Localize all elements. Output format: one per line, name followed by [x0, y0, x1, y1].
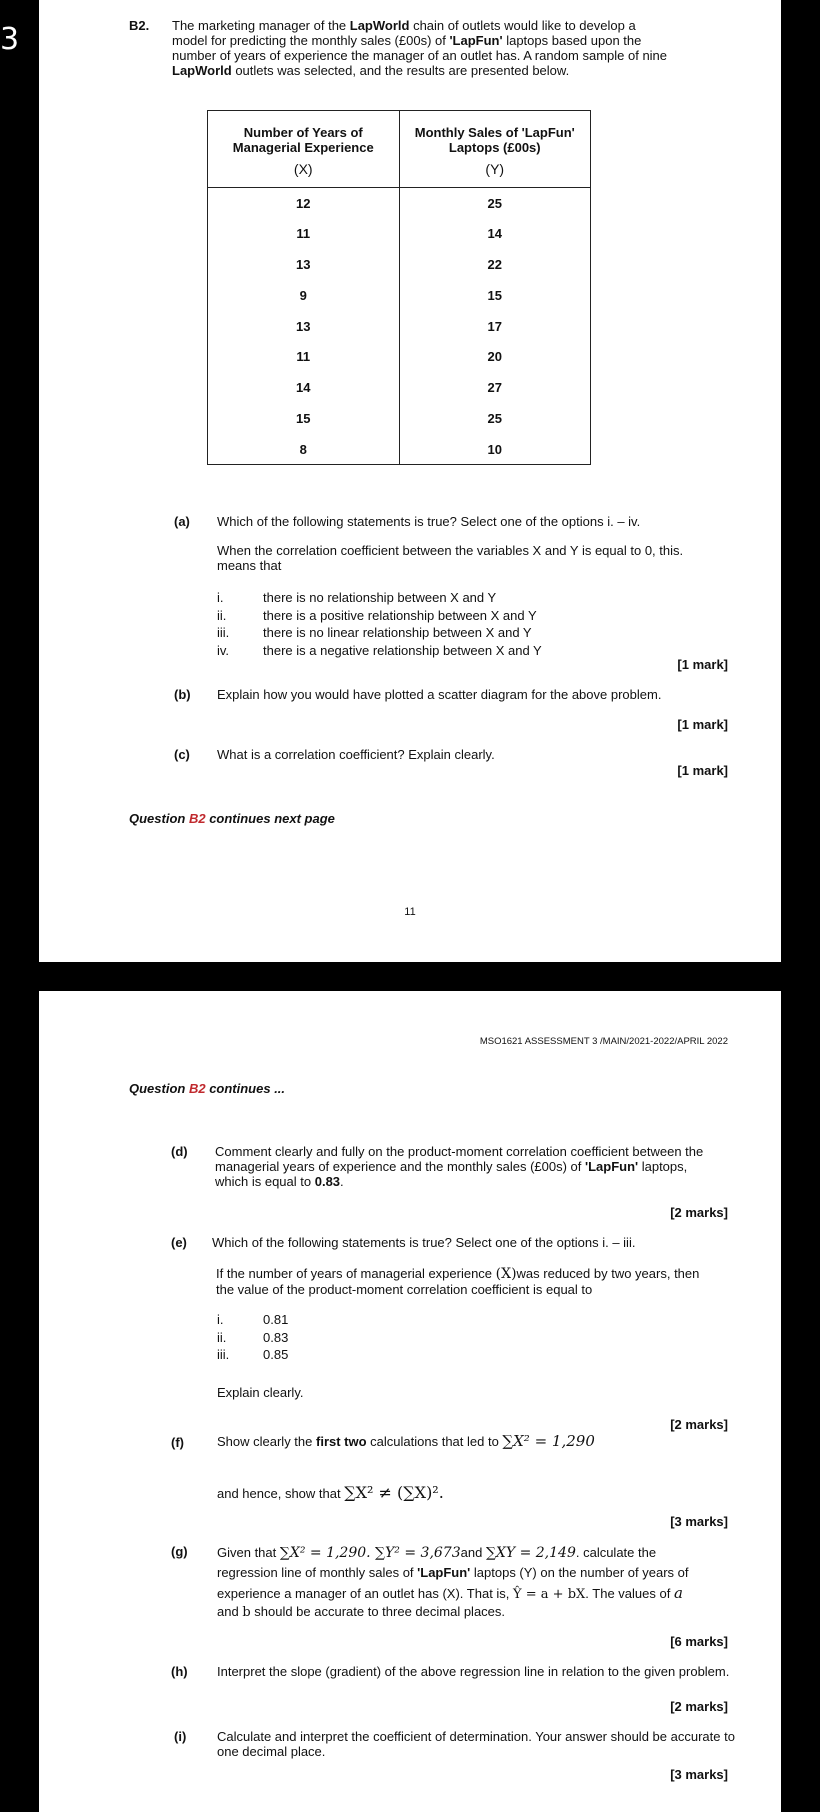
- question-intro: The marketing manager of the LapWorld chain of outlets would like to develop a model for predicting the monthly sales (£00s) of 'LapFun' laptops based upon the number of years of experience the manager of an outlet has. A random sample of nine LapWorld outlets was selected, and the results are presented below.: [172, 18, 668, 78]
- cell-experience-years: 14: [208, 372, 400, 403]
- cell-experience-years: 15: [208, 403, 400, 434]
- option-item: iii. 0.85: [217, 1347, 289, 1362]
- table-row: [208, 372, 591, 403]
- part-c-label: (c): [174, 747, 190, 762]
- part-e-prompt: Which of the following statements is true? Select one of the options i. – iii.: [212, 1235, 636, 1250]
- part-h-label: (h): [171, 1664, 188, 1679]
- option-item: iv. there is a negative relationship between X and Y: [217, 642, 542, 658]
- option-item: iii. there is no linear relationship between X and Y: [217, 625, 532, 640]
- table-body: [208, 188, 591, 465]
- table-symbol-y: (Y): [399, 155, 591, 188]
- part-e-stem: If the number of years of managerial experience (X)was reduced by two years, then the value of the product-moment correlation coefficient is equal to: [216, 1266, 700, 1297]
- part-e-marks: [2 marks]: [670, 1417, 728, 1432]
- part-g-text: Given that ∑X² = 1,290. ∑Y² = 3,673and ∑XY = 2,149. calculate the regression line of monthly sales of 'LapFun' laptops (Y) on the number of years of experience a manager of an outlet has (X). That is, Ŷ = a + bX. The values of a and b should be accurate to three decimal places.: [217, 1545, 689, 1620]
- cell-experience-years: 13: [208, 249, 400, 280]
- inequality-equation: ∑X² ≠ (∑X)².: [344, 1483, 444, 1502]
- cell-monthly-sales: 22: [399, 249, 591, 280]
- exam-page-11: [39, 0, 781, 962]
- cell-experience-years: 11: [208, 218, 400, 249]
- cell-monthly-sales: 25: [399, 188, 591, 219]
- option-item: ii. 0.83: [217, 1329, 289, 1345]
- table-row: [208, 434, 591, 465]
- table-row: [208, 280, 591, 311]
- part-f-line2: and hence, show that ∑X² ≠ (∑X)².: [217, 1483, 444, 1502]
- option-item: i. there is no relationship between X and Y: [217, 590, 497, 605]
- question-continues-heading: Question B2 continues ...: [129, 1081, 286, 1096]
- part-e-explain: Explain clearly.: [217, 1385, 304, 1400]
- cell-monthly-sales: 10: [399, 434, 591, 465]
- part-d-marks: [2 marks]: [670, 1205, 728, 1220]
- part-f-line1: Show clearly the first two calculations that led to ∑X² = 1,290: [217, 1432, 595, 1450]
- option-item: ii. there is a positive relationship between X and Y: [217, 607, 537, 623]
- part-c-marks: [1 mark]: [677, 763, 728, 778]
- continues-next-page-note: Question B2 continues next page: [129, 811, 335, 826]
- part-e-label: (e): [171, 1235, 187, 1250]
- cell-experience-years: 12: [208, 188, 400, 219]
- exam-page-12: [39, 991, 781, 1812]
- page-edge-number: 3: [0, 22, 20, 57]
- cell-experience-years: 11: [208, 341, 400, 372]
- part-i-label: (i): [174, 1729, 187, 1744]
- page-number: 11: [404, 906, 416, 918]
- table-row: [208, 341, 591, 372]
- part-i-text: Calculate and interpret the coefficient of determination. Your answer should be accurate to one decimal place.: [217, 1729, 735, 1759]
- page-header-reference: MSO1621 ASSESSMENT 3 /MAIN/2021-2022/APRIL 2022: [479, 1036, 728, 1047]
- table-row: [208, 403, 591, 434]
- table-symbol-x: (X): [208, 155, 400, 188]
- cell-monthly-sales: 14: [399, 218, 591, 249]
- part-h-text: Interpret the slope (gradient) of the above regression line in relation to the given problem.: [217, 1664, 730, 1679]
- part-b-text: Explain how you would have plotted a scatter diagram for the above problem.: [217, 687, 662, 702]
- cell-monthly-sales: 17: [399, 311, 591, 342]
- part-c-text: What is a correlation coefficient? Explain clearly.: [217, 747, 495, 762]
- data-table: [207, 110, 591, 465]
- part-d-label: (d): [171, 1144, 188, 1159]
- part-i-marks: [3 marks]: [670, 1767, 728, 1782]
- part-h-marks: [2 marks]: [670, 1699, 728, 1714]
- part-a-label: (a): [174, 514, 190, 529]
- table-row: [208, 218, 591, 249]
- part-b-label: (b): [174, 687, 191, 702]
- part-a-stem: When the correlation coefficient between the variables X and Y is equal to 0, this. means that: [217, 543, 684, 573]
- table-header-x: Number of Years of Managerial Experience: [208, 111, 400, 156]
- table-row: [208, 188, 591, 219]
- part-f-label: (f): [171, 1435, 184, 1450]
- cell-experience-years: 8: [208, 434, 400, 465]
- option-item: i. 0.81: [217, 1312, 289, 1327]
- part-e-options: [217, 1311, 288, 1364]
- part-a-marks: [1 mark]: [677, 657, 728, 672]
- part-a-prompt: Which of the following statements is true? Select one of the options i. – iv.: [217, 514, 641, 529]
- table-header-y: Monthly Sales of 'LapFun' Laptops (£00s): [399, 111, 591, 156]
- cell-experience-years: 9: [208, 280, 400, 311]
- part-g-label: (g): [171, 1544, 188, 1559]
- part-b-marks: [1 mark]: [677, 717, 728, 732]
- cell-monthly-sales: 27: [399, 372, 591, 403]
- table-row: [208, 311, 591, 342]
- cell-experience-years: 13: [208, 311, 400, 342]
- cell-monthly-sales: 20: [399, 341, 591, 372]
- question-label: B2.: [129, 18, 150, 33]
- part-a-options: [217, 589, 542, 659]
- part-f-marks: [3 marks]: [670, 1514, 728, 1529]
- cell-monthly-sales: 15: [399, 280, 591, 311]
- sum-x-squared-equation: ∑X² = 1,290: [502, 1432, 595, 1450]
- cell-monthly-sales: 25: [399, 403, 591, 434]
- part-g-marks: [6 marks]: [670, 1634, 728, 1649]
- table-row: [208, 249, 591, 280]
- part-d-text: Comment clearly and fully on the product-moment correlation coefficient between the managerial years of experience and the monthly sales (£00s) of 'LapFun' laptops, which is equal to 0.83.: [215, 1144, 704, 1189]
